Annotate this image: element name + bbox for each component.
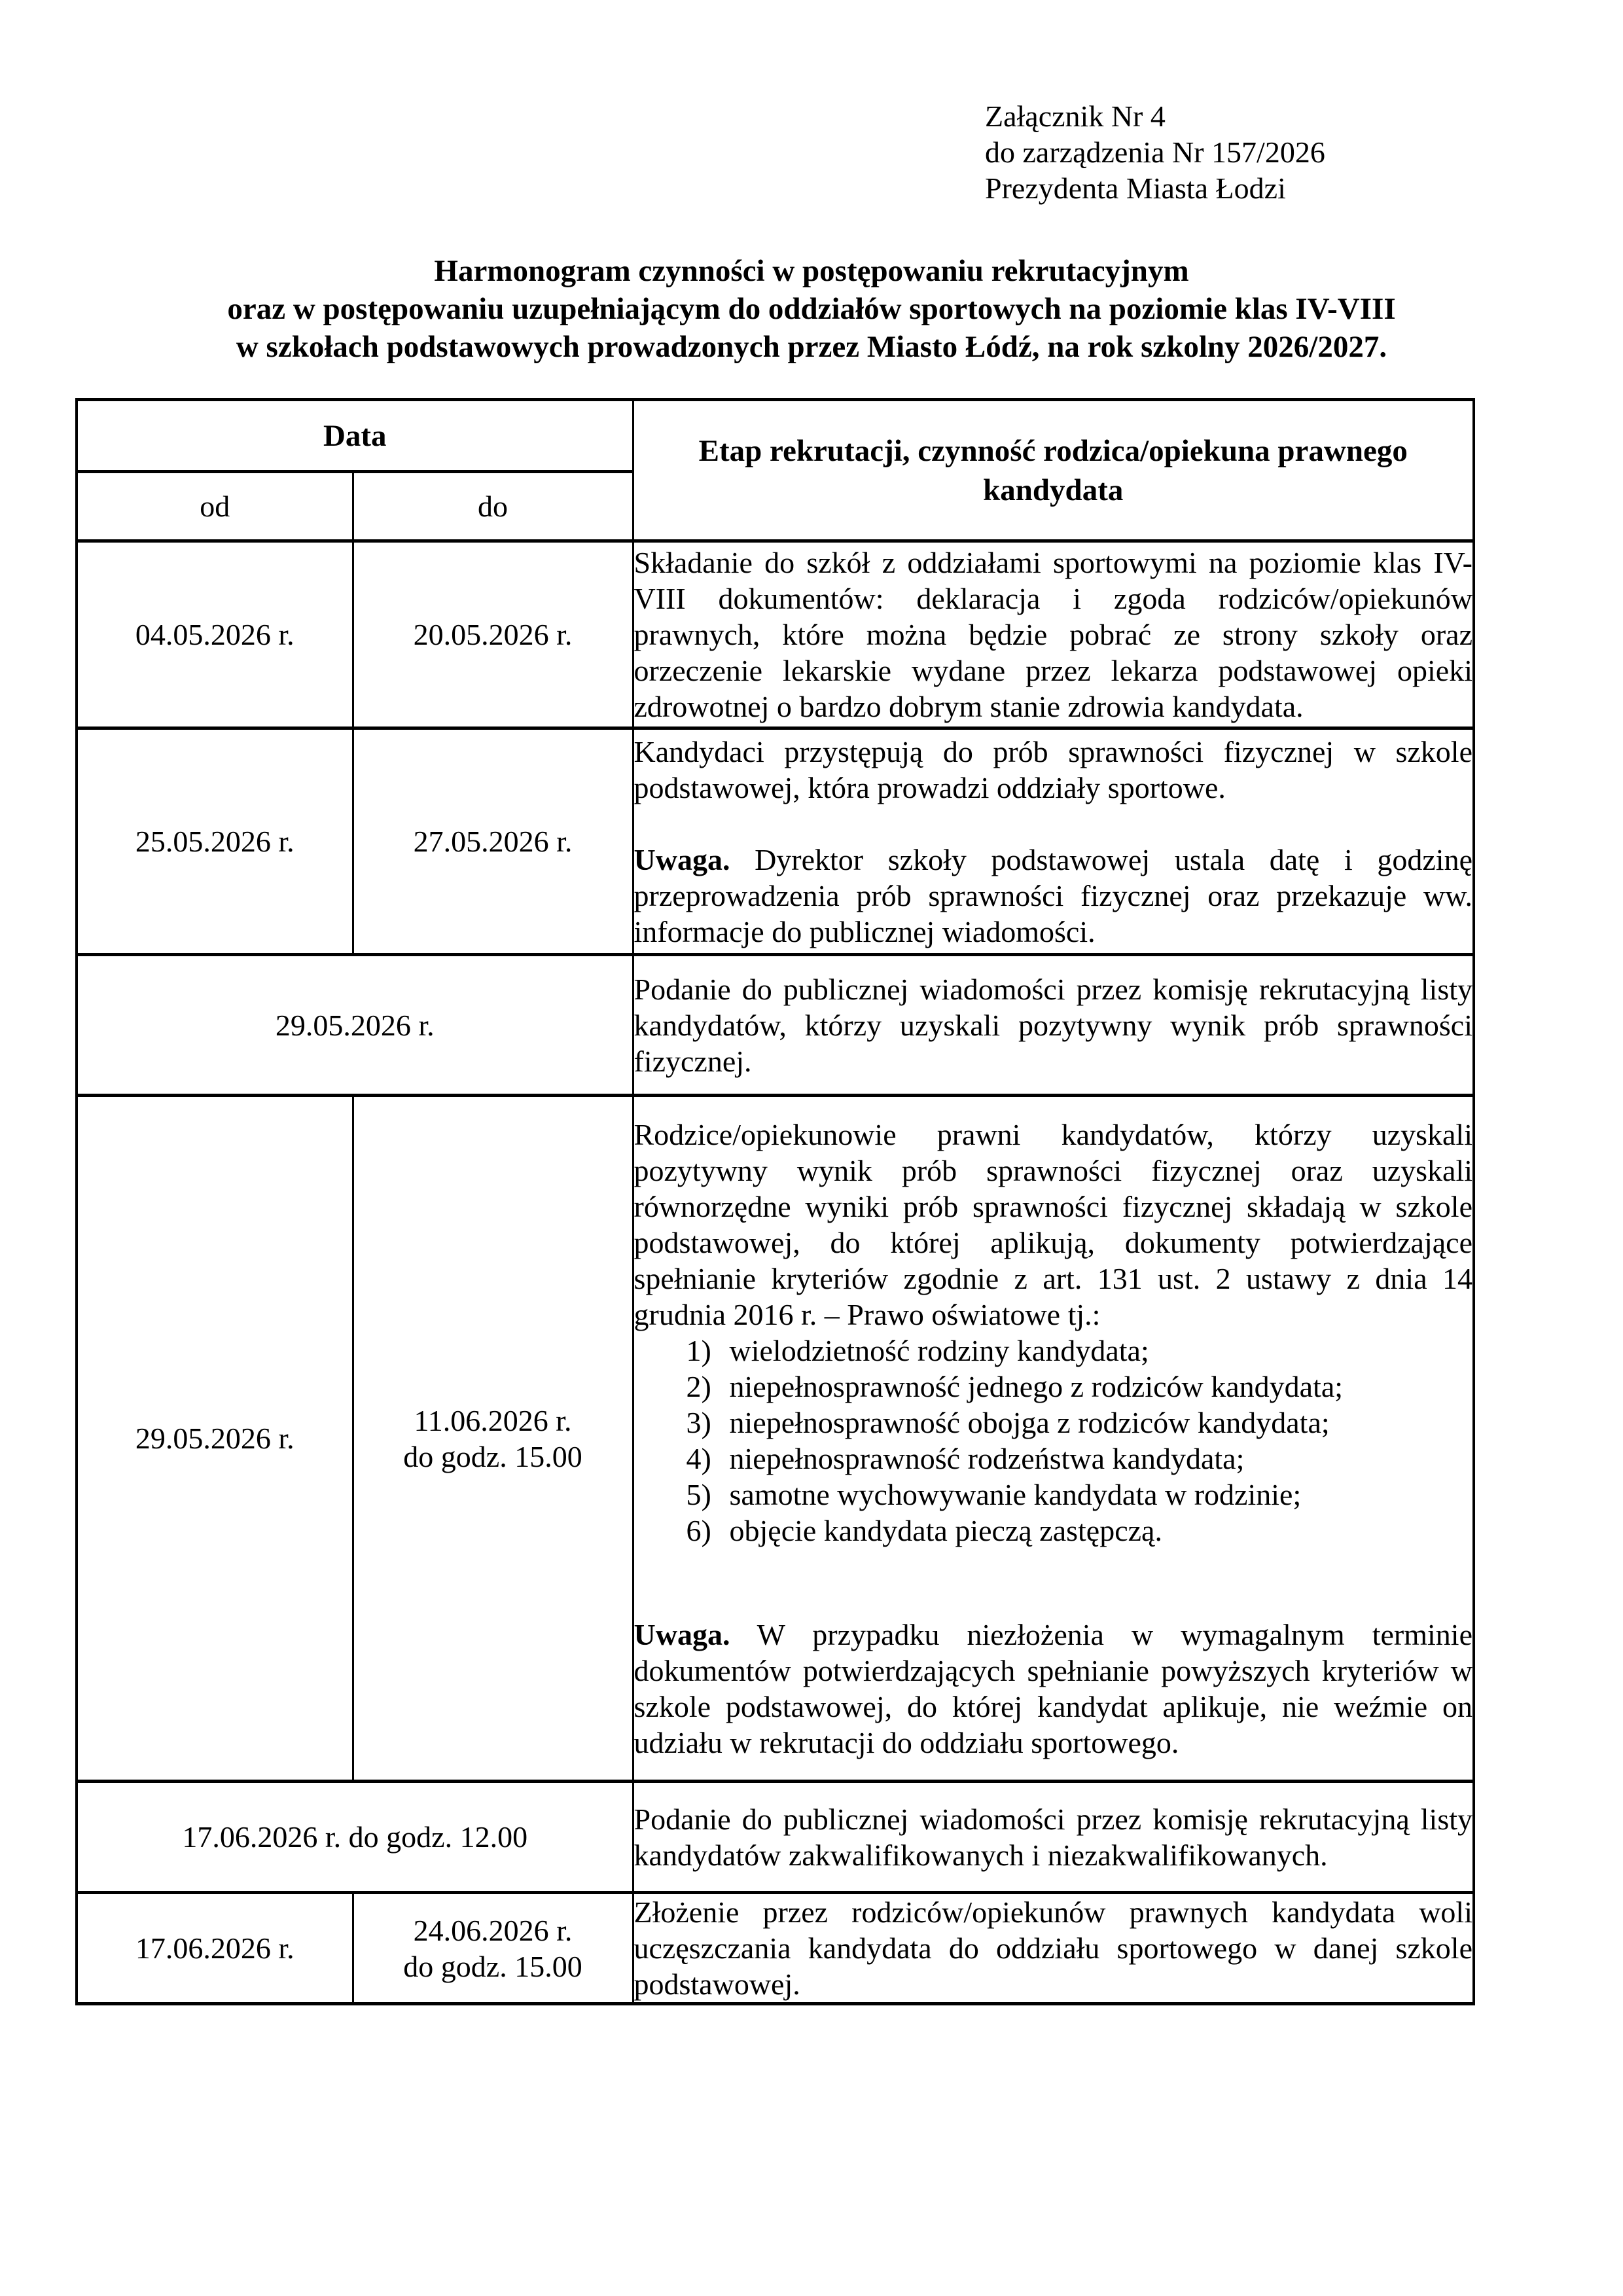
note-label: Uwaga.	[633, 1617, 730, 1651]
header-cell-data: Data	[77, 400, 633, 472]
criteria-list-item	[687, 1369, 1473, 1405]
list-item-number: 1)	[686, 1333, 711, 1367]
criteria-list-item	[687, 1513, 1473, 1549]
header-cell-etap	[633, 400, 1474, 541]
criteria-list-item	[687, 1405, 1473, 1441]
list-item-number: 4)	[686, 1441, 711, 1475]
title-line-2: oraz w postępowaniu uzupełniającym do oddziałów sportowych na poziomie klas IV-VIII	[227, 292, 1396, 326]
header-cell-do: do	[353, 472, 633, 541]
date-to-line-2: do godz. 15.00	[403, 1439, 582, 1473]
list-item-text: niepełnosprawność rodzeństwa kandydata;	[729, 1441, 1245, 1475]
date-from-cell: 29.05.2026 r.	[77, 1096, 353, 1782]
list-item-text: samotne wychowywanie kandydata w rodzinie;	[729, 1477, 1302, 1511]
stage-paragraph: Rodzice/opiekunowie prawni kandydatów, którzy uzyskali pozytywny wynik prób sprawności fizycznej oraz uzyskali równorzędne wyniki prób sprawności fizycznej składają w szkole podstawowej, do której aplikują, dokumenty potwierdzające spełnianie kryteriów zgodnie z art. 131 ust. 2 ustawy z dnia 14 grudnia 2016 r. – Prawo oświatowe tj.:	[633, 1117, 1472, 1331]
title-line-3: w szkołach podstawowych prowadzonych przez Miasto Łódź, na rok szkolny 2026/2027.	[236, 330, 1387, 364]
stage-cell	[633, 1782, 1474, 1893]
date-to-cell: 20.05.2026 r.	[353, 541, 633, 728]
date-to-cell	[353, 1893, 633, 2004]
stage-paragraph: Kandydaci przystępują do prób sprawności fizycznej w szkole podstawowej, która prowadzi oddziały sportowe.	[633, 734, 1472, 804]
date-merged-cell: 29.05.2026 r.	[77, 955, 633, 1096]
date-to-line-2: do godz. 15.00	[403, 1949, 582, 1983]
attachment-note-line-1: Załącznik Nr 4	[985, 99, 1166, 133]
table-row	[77, 541, 1474, 728]
date-to-line-1: 11.06.2026 r.	[414, 1403, 572, 1437]
note-label: Uwaga.	[633, 842, 730, 876]
date-from-cell: 17.06.2026 r.	[77, 1893, 353, 2004]
date-merged-cell: 17.06.2026 r. do godz. 12.00	[77, 1782, 633, 1893]
stage-paragraph: Składanie do szkół z oddziałami sportowymi na poziomie klas IV-VIII dokumentów: deklaracja i zgoda rodziców/opiekunów prawnych, które można będzie pobrać ze strony szkoły oraz orzeczenie lekarskie wydane przez lekarza podstawowej opieki zdrowotnej o bardzo dobrym stanie zdrowia kandydata.	[633, 546, 1472, 723]
date-from-cell: 25.05.2026 r.	[77, 728, 353, 955]
table-row	[77, 1893, 1474, 2004]
stage-paragraph: Podanie do publicznej wiadomości przez komisję rekrutacyjną listy kandydatów, którzy uzyskali pozytywny wynik prób sprawności fizycznej.	[633, 972, 1472, 1078]
stage-note-paragraph	[634, 842, 1473, 950]
criteria-list-item	[687, 1441, 1473, 1477]
criteria-list-item	[687, 1477, 1473, 1513]
table-row	[77, 1096, 1474, 1782]
list-item-text: wielodzietność rodziny kandydata;	[729, 1333, 1149, 1367]
stage-cell	[633, 1893, 1474, 2004]
attachment-note-line-3: Prezydenta Miasta Łodzi	[985, 171, 1286, 205]
date-to-cell: 27.05.2026 r.	[353, 728, 633, 955]
date-from-cell: 04.05.2026 r.	[77, 541, 353, 728]
note-text: W przypadku niezłożenia w wymagalnym terminie dokumentów potwierdzających spełnianie powyższych kryteriów w szkole podstawowej, do której kandydat aplikuje, nie weźmie on udziału w rekrutacji do oddziału sportowego.	[633, 1617, 1472, 1759]
list-item-text: niepełnosprawność jednego z rodziców kandydata;	[729, 1369, 1344, 1403]
attachment-note-line-2: do zarządzenia Nr 157/2026	[985, 135, 1325, 169]
date-to-line-1: 24.06.2026 r.	[413, 1913, 573, 1947]
stage-cell	[633, 541, 1474, 728]
header-etap-line-1: Etap rekrutacji, czynność rodzica/opiekuna prawnego	[698, 433, 1408, 468]
list-item-number: 2)	[686, 1369, 711, 1403]
stage-note-paragraph	[634, 1617, 1473, 1761]
criteria-list-item	[687, 1333, 1473, 1369]
stage-paragraph: Podanie do publicznej wiadomości przez komisję rekrutacyjną listy kandydatów zakwalifikowanych i niezakwalifikowanych.	[633, 1802, 1472, 1872]
list-item-number: 3)	[686, 1405, 711, 1439]
stage-cell	[633, 955, 1474, 1096]
stage-cell	[633, 1096, 1474, 1782]
schedule-table	[75, 398, 1475, 2005]
table-row	[77, 1782, 1474, 1893]
list-item-number: 5)	[686, 1477, 711, 1511]
header-etap-line-2: kandydata	[983, 473, 1124, 507]
list-item-text: objęcie kandydata pieczą zastępczą.	[729, 1513, 1162, 1547]
note-text: Dyrektor szkoły podstawowej ustala datę i godzinę przeprowadzenia prób sprawności fizycznej oraz przekazuje ww. informacje do publicznej wiadomości.	[633, 842, 1472, 948]
table-row	[77, 955, 1474, 1096]
header-cell-od: od	[77, 472, 353, 541]
table-row	[77, 728, 1474, 955]
stage-paragraph: Złożenie przez rodziców/opiekunów prawnych kandydata woli uczęszczania kandydata do oddziału sportowego w danej szkole podstawowej.	[633, 1895, 1472, 2001]
list-item-number: 6)	[686, 1513, 711, 1547]
stage-cell	[633, 728, 1474, 955]
document-title	[72, 252, 1551, 366]
attachment-note	[985, 98, 1325, 206]
title-line-1: Harmonogram czynności w postępowaniu rekrutacyjnym	[434, 254, 1189, 288]
table-header-row-1	[77, 400, 1474, 472]
list-item-text: niepełnosprawność obojga z rodziców kandydata;	[729, 1405, 1330, 1439]
date-to-cell	[353, 1096, 633, 1782]
